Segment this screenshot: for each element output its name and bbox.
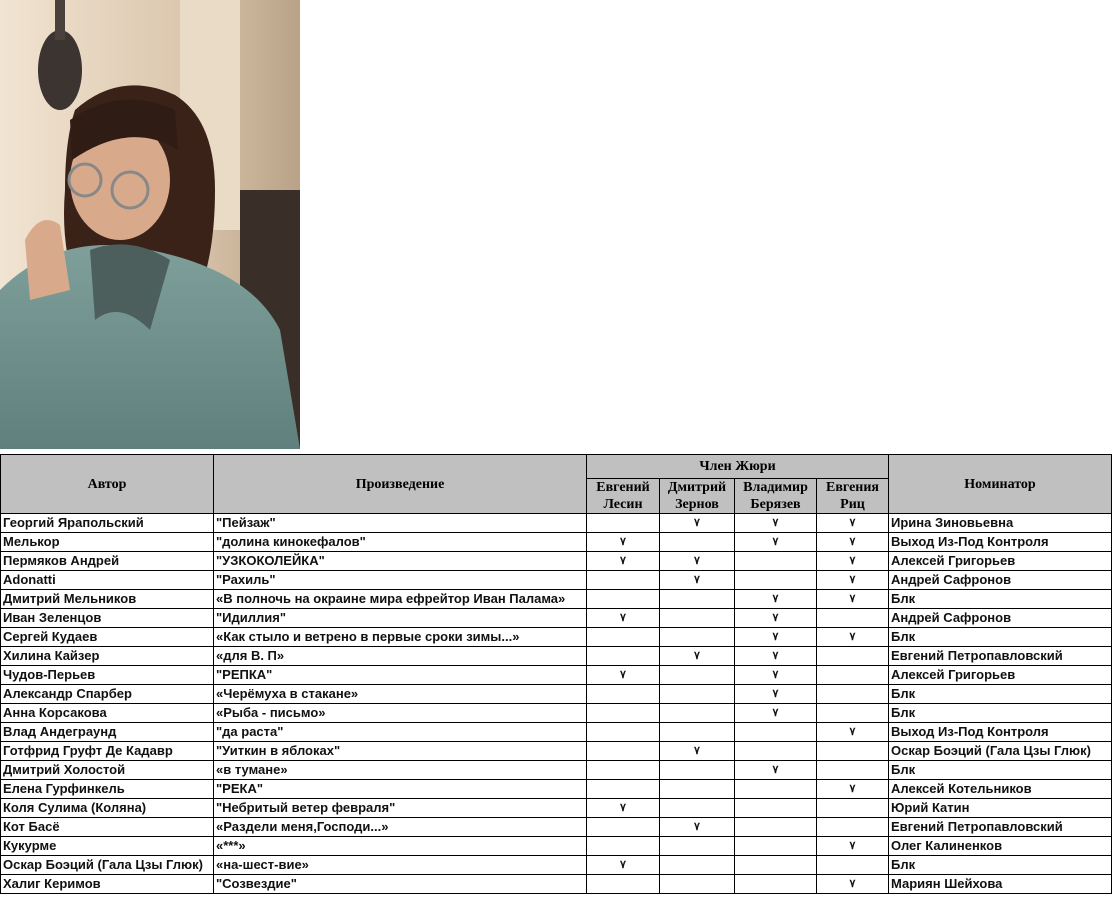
vote-cell: ٧ [817, 780, 889, 799]
work-cell: «В полночь на окраине мира ефрейтор Иван Палама» [214, 590, 587, 609]
nominator-cell: Алексей Котельников [889, 780, 1112, 799]
author-cell: Готфрид Груфт Де Кадавр [1, 742, 214, 761]
nominator-cell: Андрей Сафронов [889, 609, 1112, 628]
nominator-cell: Алексей Григорьев [889, 666, 1112, 685]
vote-cell [817, 704, 889, 723]
table-row [1, 875, 1112, 894]
nominator-cell: Блк [889, 590, 1112, 609]
work-cell: "Созвездие" [214, 875, 587, 894]
vote-cell [587, 780, 660, 799]
vote-cell [735, 571, 817, 590]
work-cell: «для В. П» [214, 647, 587, 666]
table-row [1, 818, 1112, 837]
work-cell: «***» [214, 837, 587, 856]
vote-cell [735, 837, 817, 856]
vote-cell: ٧ [735, 609, 817, 628]
vote-cell [587, 685, 660, 704]
vote-cell [735, 742, 817, 761]
vote-cell: ٧ [817, 590, 889, 609]
vote-cell [735, 818, 817, 837]
vote-cell [587, 628, 660, 647]
vote-cell: ٧ [587, 609, 660, 628]
vote-cell [735, 875, 817, 894]
work-cell: "РЕПКА" [214, 666, 587, 685]
table-row [1, 856, 1112, 875]
header-row [1, 455, 1112, 479]
vote-cell: ٧ [587, 799, 660, 818]
table-row [1, 533, 1112, 552]
author-cell: Анна Корсакова [1, 704, 214, 723]
work-cell: «Раздели меня,Господи...» [214, 818, 587, 837]
juror-header-ritz: Евгения Риц [817, 479, 889, 514]
nominator-cell: Блк [889, 856, 1112, 875]
vote-cell [587, 818, 660, 837]
vote-cell [587, 704, 660, 723]
nominator-cell: Ирина Зиновьевна [889, 514, 1112, 533]
vote-cell [660, 761, 735, 780]
results-body [1, 514, 1112, 894]
vote-cell: ٧ [735, 761, 817, 780]
vote-cell [817, 761, 889, 780]
table-row [1, 590, 1112, 609]
author-cell: Оскар Боэций (Гала Цзы Глюк) [1, 856, 214, 875]
table-row [1, 628, 1112, 647]
juror-header-beryazev: Владимир Берязев [735, 479, 817, 514]
vote-cell [660, 609, 735, 628]
vote-cell [817, 856, 889, 875]
juror-header-zernov: Дмитрий Зернов [660, 479, 735, 514]
table-row [1, 647, 1112, 666]
table-row [1, 780, 1112, 799]
work-cell: "долина кинокефалов" [214, 533, 587, 552]
vote-cell: ٧ [735, 704, 817, 723]
vote-cell: ٧ [660, 552, 735, 571]
nominator-cell: Блк [889, 685, 1112, 704]
author-cell: Дмитрий Холостой [1, 761, 214, 780]
jury-member-photo [0, 0, 300, 449]
vote-cell [817, 742, 889, 761]
vote-cell: ٧ [660, 818, 735, 837]
table-row [1, 704, 1112, 723]
vote-cell: ٧ [660, 742, 735, 761]
nominator-cell: Юрий Катин [889, 799, 1112, 818]
vote-cell: ٧ [587, 552, 660, 571]
vote-cell: ٧ [660, 647, 735, 666]
vote-cell [660, 875, 735, 894]
author-header: Автор [1, 455, 214, 514]
work-cell: «Рыба - письмо» [214, 704, 587, 723]
work-header: Произведение [214, 455, 587, 514]
nominator-cell: Выход Из-Под Контроля [889, 723, 1112, 742]
vote-cell [587, 514, 660, 533]
author-cell: Иван Зеленцов [1, 609, 214, 628]
vote-cell [660, 628, 735, 647]
author-cell: Кот Басё [1, 818, 214, 837]
author-cell: Дмитрий Мельников [1, 590, 214, 609]
work-cell: "Пейзаж" [214, 514, 587, 533]
vote-cell: ٧ [587, 856, 660, 875]
nominator-cell: Оскар Боэций (Гала Цзы Глюк) [889, 742, 1112, 761]
vote-cell [660, 685, 735, 704]
vote-cell [817, 647, 889, 666]
nominator-cell: Блк [889, 761, 1112, 780]
vote-cell [735, 799, 817, 818]
vote-cell: ٧ [735, 666, 817, 685]
work-cell: "УЗКОКОЛЕЙКА" [214, 552, 587, 571]
work-cell: «Черёмуха в стакане» [214, 685, 587, 704]
vote-cell [587, 875, 660, 894]
vote-cell [660, 590, 735, 609]
table-row [1, 571, 1112, 590]
vote-cell [735, 856, 817, 875]
work-cell: "РЕКА" [214, 780, 587, 799]
table-row [1, 799, 1112, 818]
nominator-cell: Евгений Петропавловский [889, 647, 1112, 666]
vote-cell: ٧ [735, 590, 817, 609]
table-row [1, 742, 1112, 761]
vote-cell [587, 761, 660, 780]
table-row [1, 666, 1112, 685]
work-cell: "Небритый ветер февраля" [214, 799, 587, 818]
vote-cell [587, 742, 660, 761]
author-cell: Елена Гурфинкель [1, 780, 214, 799]
vote-cell [660, 666, 735, 685]
vote-cell: ٧ [587, 533, 660, 552]
vote-cell [660, 799, 735, 818]
table-row [1, 761, 1112, 780]
table-row [1, 685, 1112, 704]
vote-cell: ٧ [817, 628, 889, 647]
nominator-cell: Блк [889, 704, 1112, 723]
work-cell: "Идиллия" [214, 609, 587, 628]
vote-cell: ٧ [817, 514, 889, 533]
vote-cell [660, 723, 735, 742]
author-cell: Халиг Керимов [1, 875, 214, 894]
vote-cell: ٧ [817, 571, 889, 590]
vote-cell: ٧ [735, 647, 817, 666]
vote-cell [660, 837, 735, 856]
nominator-cell: Алексей Григорьев [889, 552, 1112, 571]
vote-cell [735, 552, 817, 571]
jury-group-header: Член Жюри [587, 455, 889, 479]
vote-cell [735, 723, 817, 742]
author-cell: Мелькор [1, 533, 214, 552]
nominator-cell: Евгений Петропавловский [889, 818, 1112, 837]
vote-cell: ٧ [735, 533, 817, 552]
vote-cell [817, 799, 889, 818]
work-cell: «в тумане» [214, 761, 587, 780]
vote-cell [817, 609, 889, 628]
work-cell: "Рахиль" [214, 571, 587, 590]
juror-header-lesin: Евгений Лесин [587, 479, 660, 514]
nominator-cell: Андрей Сафронов [889, 571, 1112, 590]
vote-cell [660, 533, 735, 552]
vote-cell [735, 780, 817, 799]
vote-cell [660, 704, 735, 723]
vote-cell: ٧ [817, 723, 889, 742]
vote-cell: ٧ [817, 837, 889, 856]
work-cell: «на-шест-вие» [214, 856, 587, 875]
author-cell: Хилина Кайзер [1, 647, 214, 666]
vote-cell [660, 856, 735, 875]
nominator-cell: Олег Калиненков [889, 837, 1112, 856]
nominator-cell: Выход Из-Под Контроля [889, 533, 1112, 552]
table-row [1, 837, 1112, 856]
nominator-cell: Блк [889, 628, 1112, 647]
table-row [1, 609, 1112, 628]
work-cell: «Как стыло и ветрено в первые сроки зимы...» [214, 628, 587, 647]
vote-cell [817, 666, 889, 685]
table-row [1, 723, 1112, 742]
vote-cell [660, 780, 735, 799]
vote-cell: ٧ [817, 552, 889, 571]
vote-cell [587, 837, 660, 856]
author-cell: Сергей Кудаев [1, 628, 214, 647]
vote-cell: ٧ [817, 875, 889, 894]
nominator-header: Номинатор [889, 455, 1112, 514]
vote-cell [587, 571, 660, 590]
author-cell: Георгий Ярапольский [1, 514, 214, 533]
vote-cell [817, 685, 889, 704]
vote-cell: ٧ [735, 685, 817, 704]
vote-cell: ٧ [735, 628, 817, 647]
work-cell: "Уиткин в яблоках" [214, 742, 587, 761]
vote-cell [587, 647, 660, 666]
vote-cell: ٧ [817, 533, 889, 552]
author-cell: Adonatti [1, 571, 214, 590]
vote-cell: ٧ [735, 514, 817, 533]
author-cell: Коля Сулима (Коляна) [1, 799, 214, 818]
vote-cell: ٧ [660, 514, 735, 533]
table-row [1, 514, 1112, 533]
nominator-cell: Мариян Шейхова [889, 875, 1112, 894]
vote-cell: ٧ [660, 571, 735, 590]
vote-cell [587, 590, 660, 609]
author-cell: Александр Спарбер [1, 685, 214, 704]
table-row [1, 552, 1112, 571]
author-cell: Влад Андеграунд [1, 723, 214, 742]
vote-cell: ٧ [587, 666, 660, 685]
vote-cell [587, 723, 660, 742]
results-table [0, 454, 1112, 894]
work-cell: "да раста" [214, 723, 587, 742]
author-cell: Пермяков Андрей [1, 552, 214, 571]
author-cell: Чудов-Перьев [1, 666, 214, 685]
vote-cell [817, 818, 889, 837]
author-cell: Кукурме [1, 837, 214, 856]
